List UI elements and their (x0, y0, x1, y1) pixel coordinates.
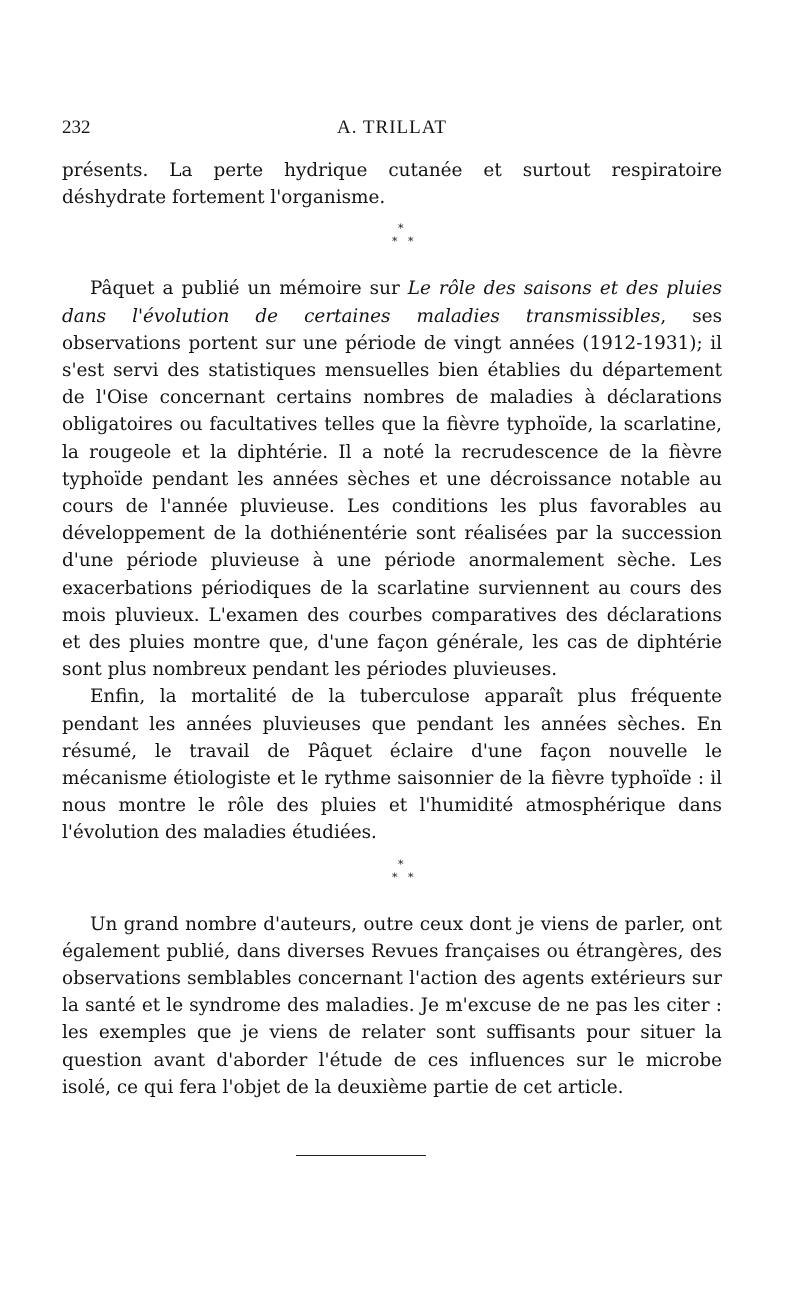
separator-star: * (398, 857, 404, 871)
section-separator (62, 211, 722, 265)
paragraph-continuation: présents. La perte hydrique cutanée et surtout respiratoire déshydrate fortement l'organisme. (62, 160, 722, 209)
paragraph-conclusion: Un grand nombre d'auteurs, outre ceux dont je viens de parler, ont également publié, dans diverses Revues françaises ou étrangères, des observations semblables concernant l'action des agents extérieurs sur la santé et le syndrome des maladies. Je m'excuse de ne pas les citer : les exemples que je viens de relater sont suffisants pour situer la question avant d'aborder l'étude de ces influences sur le microbe isolé, ce qui fera l'objet de la deuxième partie de cet article. (62, 913, 722, 1098)
separator-star: * (392, 870, 398, 884)
page-number: 232 (62, 117, 91, 138)
running-title: A. TRILLAT (337, 117, 447, 138)
separator-star: * (408, 870, 414, 884)
cited-title: Le rôle des saisons et des pluies dans l'évolution de certaines maladies transmissibles (62, 278, 722, 327)
paragraph-text: , ses observations portent sur une période de vingt années (1912-1931); il s'est servi des statistiques mensuelles bien établies du département de l'Oise concernant certains nombres de maladies à déclarations obligatoires ou facultatives telles que la fièvre typhoïde, la scarlatine, la rougeole et la diphtérie. Il a noté la recrudescence de la fièvre typhoïde pendant les années sèches et une décroissance notable au cours de l'année pluvieuse. Les conditions les plus favorables au développement de la dothiénentérie sont réalisées par la succession d'une période pluvieuse à une période anormalement sèche. Les exacerbations périodiques de la scarlatine surviennent au cours des mois pluvieux. L'examen des courbes comparatives des déclarations et des pluies montre que, d'une façon générale, les cas de diphtérie sont plus nombreux pendant les périodes pluvieuses. (62, 305, 723, 681)
separator-star: * (408, 235, 414, 249)
closing-rule (296, 1155, 426, 1156)
separator-star: * (398, 222, 404, 236)
paragraph-paquet (62, 275, 722, 683)
article-body (62, 157, 722, 1101)
section-separator (62, 847, 722, 901)
separator-star: * (392, 235, 398, 249)
paragraph-summary: Enfin, la mortalité de la tuberculose apparaît plus fréquente pendant les années pluvieuses que pendant les années sèches. En résumé, le travail de Pâquet éclaire d'une façon nouvelle le mécanisme étiologiste et le rythme saisonnier de la fièvre typhoïde : il nous montre le rôle des pluies et l'humidité atmosphérique dans l'évolution des maladies étudiées. (62, 686, 722, 844)
page-header (62, 117, 722, 143)
paragraph-text: Pâquet a publié un mémoire sur (90, 278, 408, 300)
